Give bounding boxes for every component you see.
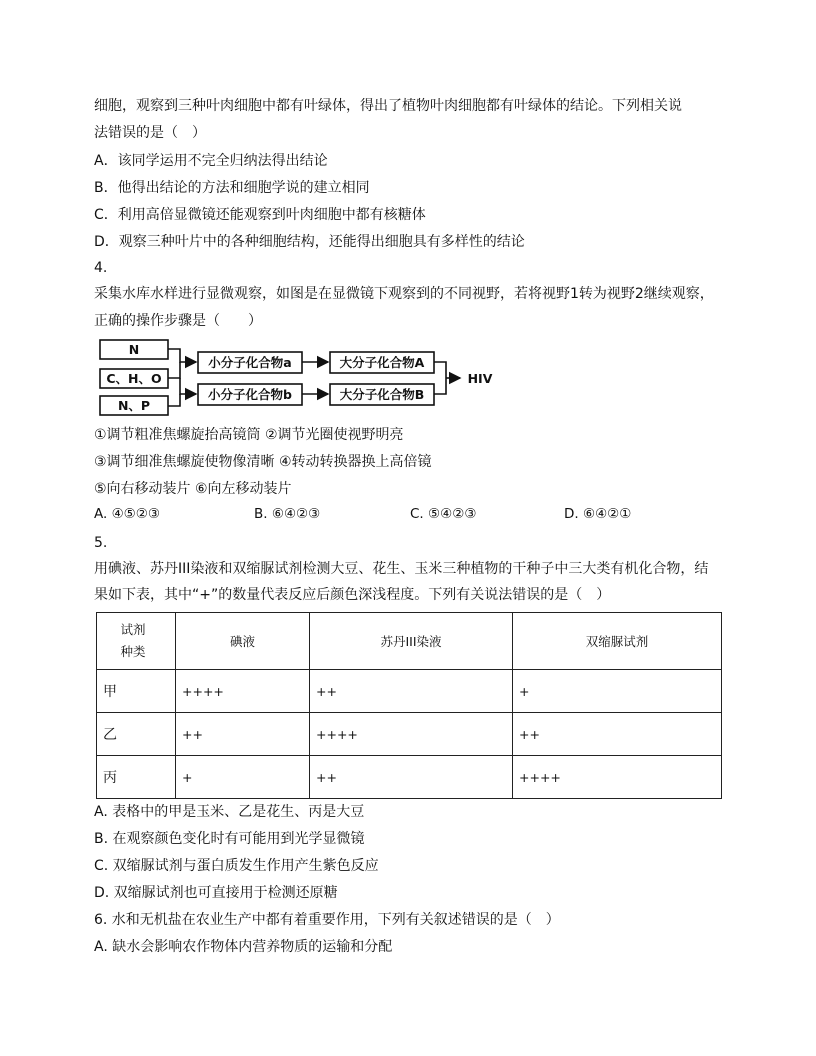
label-big-a: 大分子化合物A xyxy=(339,355,425,370)
q4-steps-line2: ③调节细准焦螺旋使物像清晰 ④转动转换器换上高倍镜 xyxy=(94,454,432,470)
q3-option-c: C．利用高倍显微镜还能观察到叶肉细胞中都有核糖体 xyxy=(94,207,426,223)
table-cell: ++ xyxy=(310,670,513,713)
q5-option-b: B. 在观察颜色变化时有可能用到光学显微镜 xyxy=(94,831,365,847)
row-label: 甲 xyxy=(97,670,176,713)
table-header: 苏丹III染液 xyxy=(310,613,513,670)
q3-stem-line1: 细胞，观察到三种叶肉细胞中都有叶绿体，得出了植物叶肉细胞都有叶绿体的结论。下列相关说 xyxy=(94,98,682,114)
q5-option-a: A. 表格中的甲是玉米、乙是花生、丙是大豆 xyxy=(94,804,365,820)
q4-steps-line1: ①调节粗准焦螺旋抬高镜筒 ②调节光圈使视野明亮 xyxy=(94,427,404,443)
label-n: N xyxy=(128,342,140,357)
table-cell: + xyxy=(176,756,310,799)
q5-option-d: D. 双缩脲试剂也可直接用于检测还原糖 xyxy=(94,885,338,901)
table-cell: ++++ xyxy=(310,713,513,756)
table-row xyxy=(97,756,722,799)
table-cell: + xyxy=(513,670,722,713)
table-cell: ++ xyxy=(310,756,513,799)
q5-stem-line1: 用碘液、苏丹III染液和双缩脲试剂检测大豆、花生、玉米三种植物的干种子中三大类有机化合物，结 xyxy=(94,561,709,577)
q5-stem-line2: 果如下表，其中“+”的数量代表反应后颜色深浅程度。下列有关说法错误的是（ ） xyxy=(94,587,611,603)
table-row xyxy=(97,713,722,756)
table-row xyxy=(97,670,722,713)
row-label: 丙 xyxy=(97,756,176,799)
table-corner-cell xyxy=(97,613,176,670)
q6-option-a: A. 缺水会影响农作物体内营养物质的运输和分配 xyxy=(94,939,393,955)
q4-option-b: B. ⑥④②③ xyxy=(254,506,321,522)
table-cell: ++++ xyxy=(176,670,310,713)
label-cho: C、H、O xyxy=(106,371,162,386)
q3-option-b: B．他得出结论的方法和细胞学说的建立相同 xyxy=(94,180,370,196)
table-cell: ++++ xyxy=(513,756,722,799)
label-small-b: 小分子化合物b xyxy=(208,387,292,402)
q3-stem-line2: 法错误的是（ ） xyxy=(94,125,206,141)
q4-diagram xyxy=(96,336,506,418)
table-header: 碘液 xyxy=(176,613,310,670)
q6-stem: 6. 水和无机盐在农业生产中都有着重要作用，下列有关叙述错误的是（ ） xyxy=(94,912,560,928)
q5-option-c: C. 双缩脲试剂与蛋白质发生作用产生紫色反应 xyxy=(94,858,379,874)
table-header-row xyxy=(97,613,722,670)
q4-number: 4. xyxy=(94,260,108,276)
table-header: 双缩脲试剂 xyxy=(513,613,722,670)
table-cell: ++ xyxy=(513,713,722,756)
q3-option-a: A．该同学运用不完全归纳法得出结论 xyxy=(94,153,328,169)
label-big-b: 大分子化合物B xyxy=(339,387,425,402)
q3-option-d: D．观察三种叶片中的各种细胞结构，还能得出细胞具有多样性的结论 xyxy=(94,234,525,250)
q4-option-c: C. ⑤④②③ xyxy=(410,506,477,522)
corner-bottom: 种类 xyxy=(120,644,146,659)
q4-options xyxy=(94,506,734,526)
label-small-a: 小分子化合物a xyxy=(208,355,292,370)
q5-number: 5. xyxy=(94,535,108,551)
label-hiv: HIV xyxy=(467,371,493,386)
q4-stem-line1: 采集水库水样进行显微观察，如图是在显微镜下观察到的不同视野，若将视野1转为视野2继续观察， xyxy=(94,286,714,302)
corner-top: 试剂 xyxy=(120,622,146,637)
q4-stem-line2: 正确的操作步骤是（ ） xyxy=(94,313,262,329)
q4-option-d: D. ⑥④②① xyxy=(564,506,632,522)
row-label: 乙 xyxy=(97,713,176,756)
q4-steps-line3: ⑤向右移动装片 ⑥向左移动装片 xyxy=(94,481,292,497)
q4-option-a: A. ④⑤②③ xyxy=(94,506,160,522)
q5-table xyxy=(96,612,722,799)
label-np: N、P xyxy=(117,398,151,413)
table-cell: ++ xyxy=(176,713,310,756)
